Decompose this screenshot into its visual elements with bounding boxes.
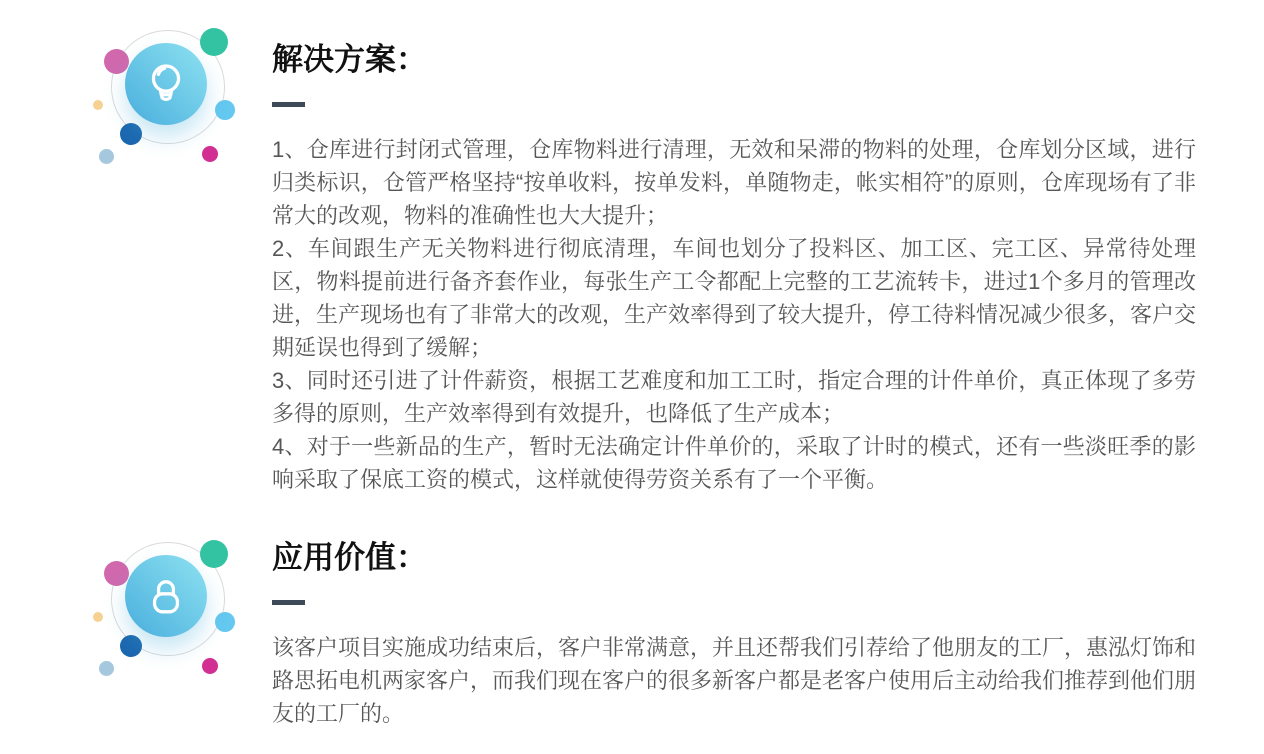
paragraph-3: 3、同时还引进了计件薪资，根据工艺难度和加工工时，指定合理的计件单价，真正体现了多劳多得的原则，生产效率得到有效提升，也降低了生产成本； xyxy=(272,368,1196,426)
decor-dot-pale-blue xyxy=(99,149,114,164)
decor-dot-blue xyxy=(120,123,142,145)
solution-icon-badge xyxy=(88,15,238,187)
decor-dot-pale-blue xyxy=(99,661,114,676)
decor-dot-blue xyxy=(120,635,142,657)
decor-dot-teal xyxy=(200,540,228,568)
decor-dot-magenta xyxy=(202,658,218,674)
decor-dot-pink xyxy=(104,49,129,74)
decor-dot-cream xyxy=(93,612,103,622)
lock-icon xyxy=(125,555,207,637)
decor-dot-pink xyxy=(104,561,129,586)
section-solution xyxy=(272,40,1196,496)
decor-dot-sky xyxy=(215,100,235,120)
value-icon-badge xyxy=(88,527,238,699)
title-underline xyxy=(272,102,305,107)
paragraph-2: 2、车间跟生产无关物料进行彻底清理，车间也划分了投料区、加工区、完工区、异常待处理区，物料提前进行备齐套作业，每张生产工令都配上完整的工艺流转卡，进过1个多月的管理改进，生产现场也有了非常大的改观，生产效率得到了较大提升，停工待料情况减少很多，客户交期延误也得到了缓解； xyxy=(272,236,1197,360)
value-body xyxy=(272,631,1196,730)
paragraph-4: 4、对于一些新品的生产，暂时无法确定计件单价的，采取了计时的模式，还有一些淡旺季的影响采取了保底工资的模式，这样就使得劳资关系有了一个平衡。 xyxy=(272,434,1196,492)
paragraph-1: 该客户项目实施成功结束后，客户非常满意，并且还帮我们引荐给了他朋友的工厂，惠泓灯饰和路思拓电机两家客户，而我们现在客户的很多新客户都是老客户使用后主动给我们推荐到他们朋友的工厂的。 xyxy=(272,635,1197,726)
lightbulb-icon xyxy=(125,43,207,125)
decor-dot-cream xyxy=(93,100,103,110)
value-title: 应用价值： xyxy=(272,540,427,575)
decor-dot-teal xyxy=(200,28,228,56)
decor-dot-magenta xyxy=(202,146,218,162)
decor-dot-sky xyxy=(215,612,235,632)
section-value xyxy=(272,538,1196,730)
solution-body xyxy=(272,133,1196,496)
solution-title: 解决方案： xyxy=(272,42,427,77)
title-underline xyxy=(272,600,305,605)
paragraph-1: 1、仓库进行封闭式管理，仓库物料进行清理，无效和呆滞的物料的处理，仓库划分区域，进行归类标识，仓管严格坚持“按单收料，按单发料，单随物走，帐实相符”的原则，仓库现场有了非常大的改观，物料的准确性也大大提升； xyxy=(272,137,1196,228)
